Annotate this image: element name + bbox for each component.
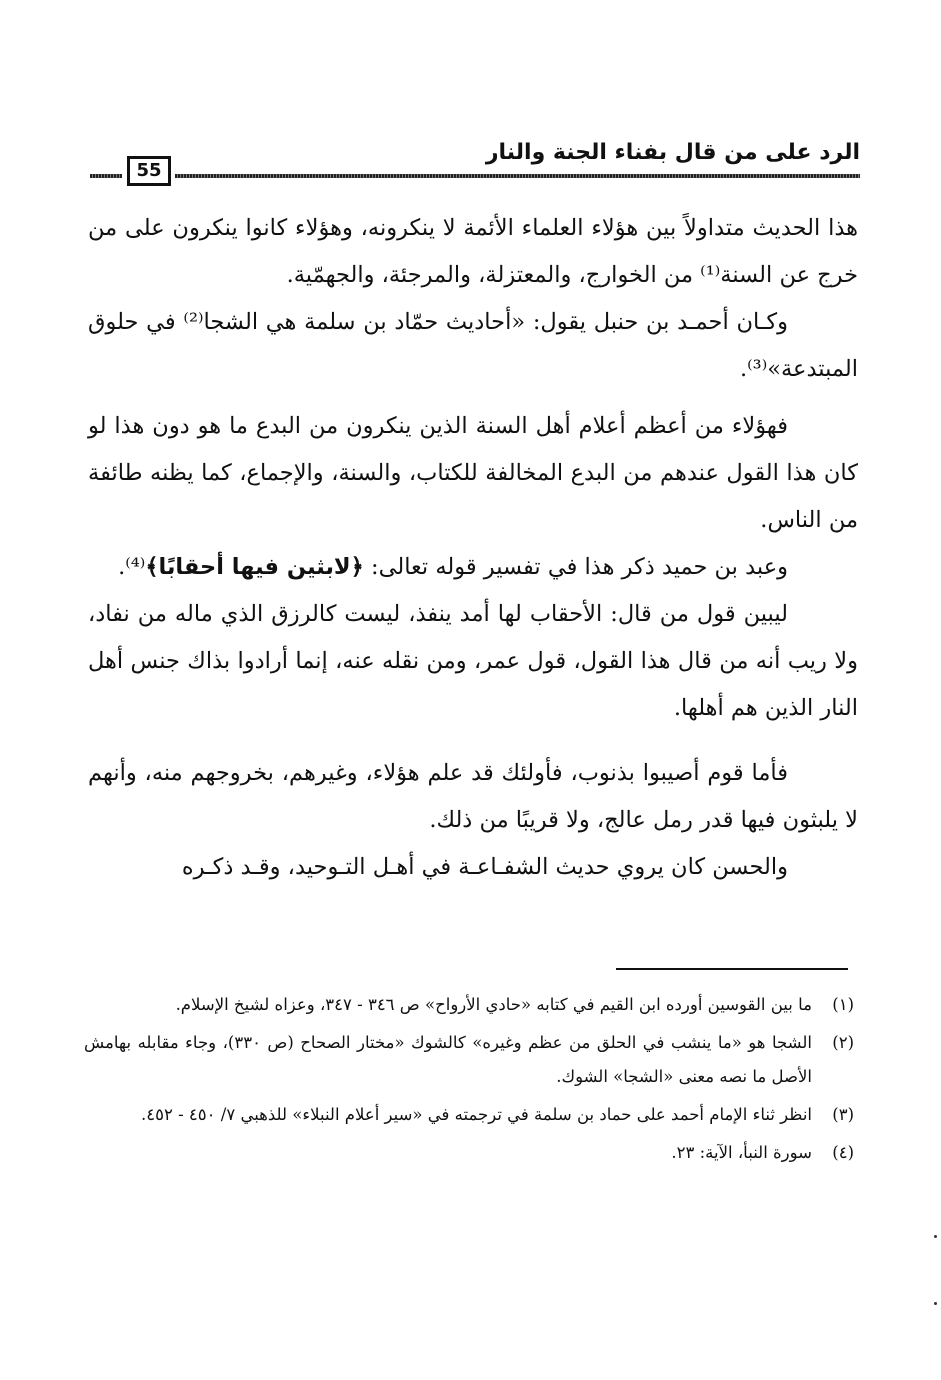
footnote-number: (٢): [832, 1033, 854, 1052]
footnote-item: [84, 1026, 854, 1094]
footnote-item: [84, 1136, 854, 1170]
footnote-item: [84, 988, 854, 1022]
footnote-text: انظر ثناء الإمام أحمد على حماد بن سلمة في ترجمته في «سير أعلام النبلاء» للذهبي ٧/ ٤٥٠ - ٤٥٢.: [141, 1105, 812, 1124]
page-number: 55: [127, 156, 171, 186]
paragraph-7: والحسن كان يروي حديث الشفـاعـة في أهـل التـوحيد، وقـد ذكـره: [181, 854, 788, 880]
paragraph-gap: [88, 732, 858, 750]
footnote-item: [84, 1098, 854, 1132]
footnote-number: (٤): [832, 1143, 854, 1162]
paragraph-4-lead: وعبد بن حميد ذكر هذا في تفسير قوله تعالى:: [363, 554, 788, 580]
header-rule-short: [90, 174, 122, 178]
main-text: [88, 205, 858, 891]
paragraph-5: ليبين قول من قال: الأحقاب لها أمد ينفذ، ليست كالرزق الذي ماله من نفاد، ولا ريب أنه من قال هذا القول، قول عمر، ومن نقله عنه، إنما أرادوا بذاك جنس أهل النار الذين هم أهلها.: [88, 601, 858, 721]
scan-speck: [934, 1302, 937, 1305]
paragraph-1: هذا الحديث متداولاً بين هؤلاء العلماء الأئمة لا ينكرونه، وهؤلاء كانوا ينكرون على من خرج عن السنة⁽¹⁾ من الخوارج، والمعتزلة، والمرجئة، والجهمّية.: [88, 215, 858, 288]
paragraph-2: وكـان أحمـد بن حنبل يقول: «أحاديث حمّاد بن سلمة هي الشجا⁽²⁾ في حلوق المبتدعة»⁽³⁾.: [88, 309, 858, 382]
paragraph-3: فهؤلاء من أعظم أعلام أهل السنة الذين ينكرون من البدع ما هو دون هذا لو كان هذا القول عندهم من البدع المخالفة للكتاب، والسنة، والإجماع، كما يظنه طائفة من الناس.: [88, 413, 858, 533]
footnote-text: ما بين القوسين أورده ابن القيم في كتابه «حادي الأرواح» ص ٣٤٦ - ٣٤٧، وعزاه لشيخ الإسلام.: [175, 995, 812, 1014]
paragraph-6: فأما قوم أصيبوا بذنوب، فأولئك قد علم هؤلاء، وغيرهم، بخروجهم منه، وأنهم لا يلبثون فيها قدر رمل عالج، ولا قريبًا من ذلك.: [88, 760, 858, 833]
footnote-text: الشجا هو «ما ينشب في الحلق من عظم وغيره» كالشوك «مختار الصحاح (ص ٣٣٠)، وجاء مقابله بهامش الأصل ما نصه معنى «الشجا» الشوك.: [84, 1033, 812, 1086]
footnote-number: (١): [832, 995, 854, 1014]
paragraph-gap: [88, 393, 858, 403]
footnote-ref-4: ⁽⁴⁾.: [118, 554, 146, 580]
footnote-separator: [616, 968, 848, 970]
footnote-number: (٣): [832, 1105, 854, 1124]
footnotes: [84, 988, 854, 1174]
footnote-text: سورة النبأ، الآية: ٢٣.: [671, 1143, 812, 1162]
header-rule: [175, 174, 860, 178]
running-title: الرد على من قال بفناء الجنة والنار: [485, 140, 860, 165]
quran-verse: ﴿لابثين فيها أحقابًا﴾: [145, 554, 364, 580]
paragraph-4: [88, 544, 858, 591]
page-header: [90, 140, 860, 186]
scan-speck: [934, 1235, 937, 1238]
